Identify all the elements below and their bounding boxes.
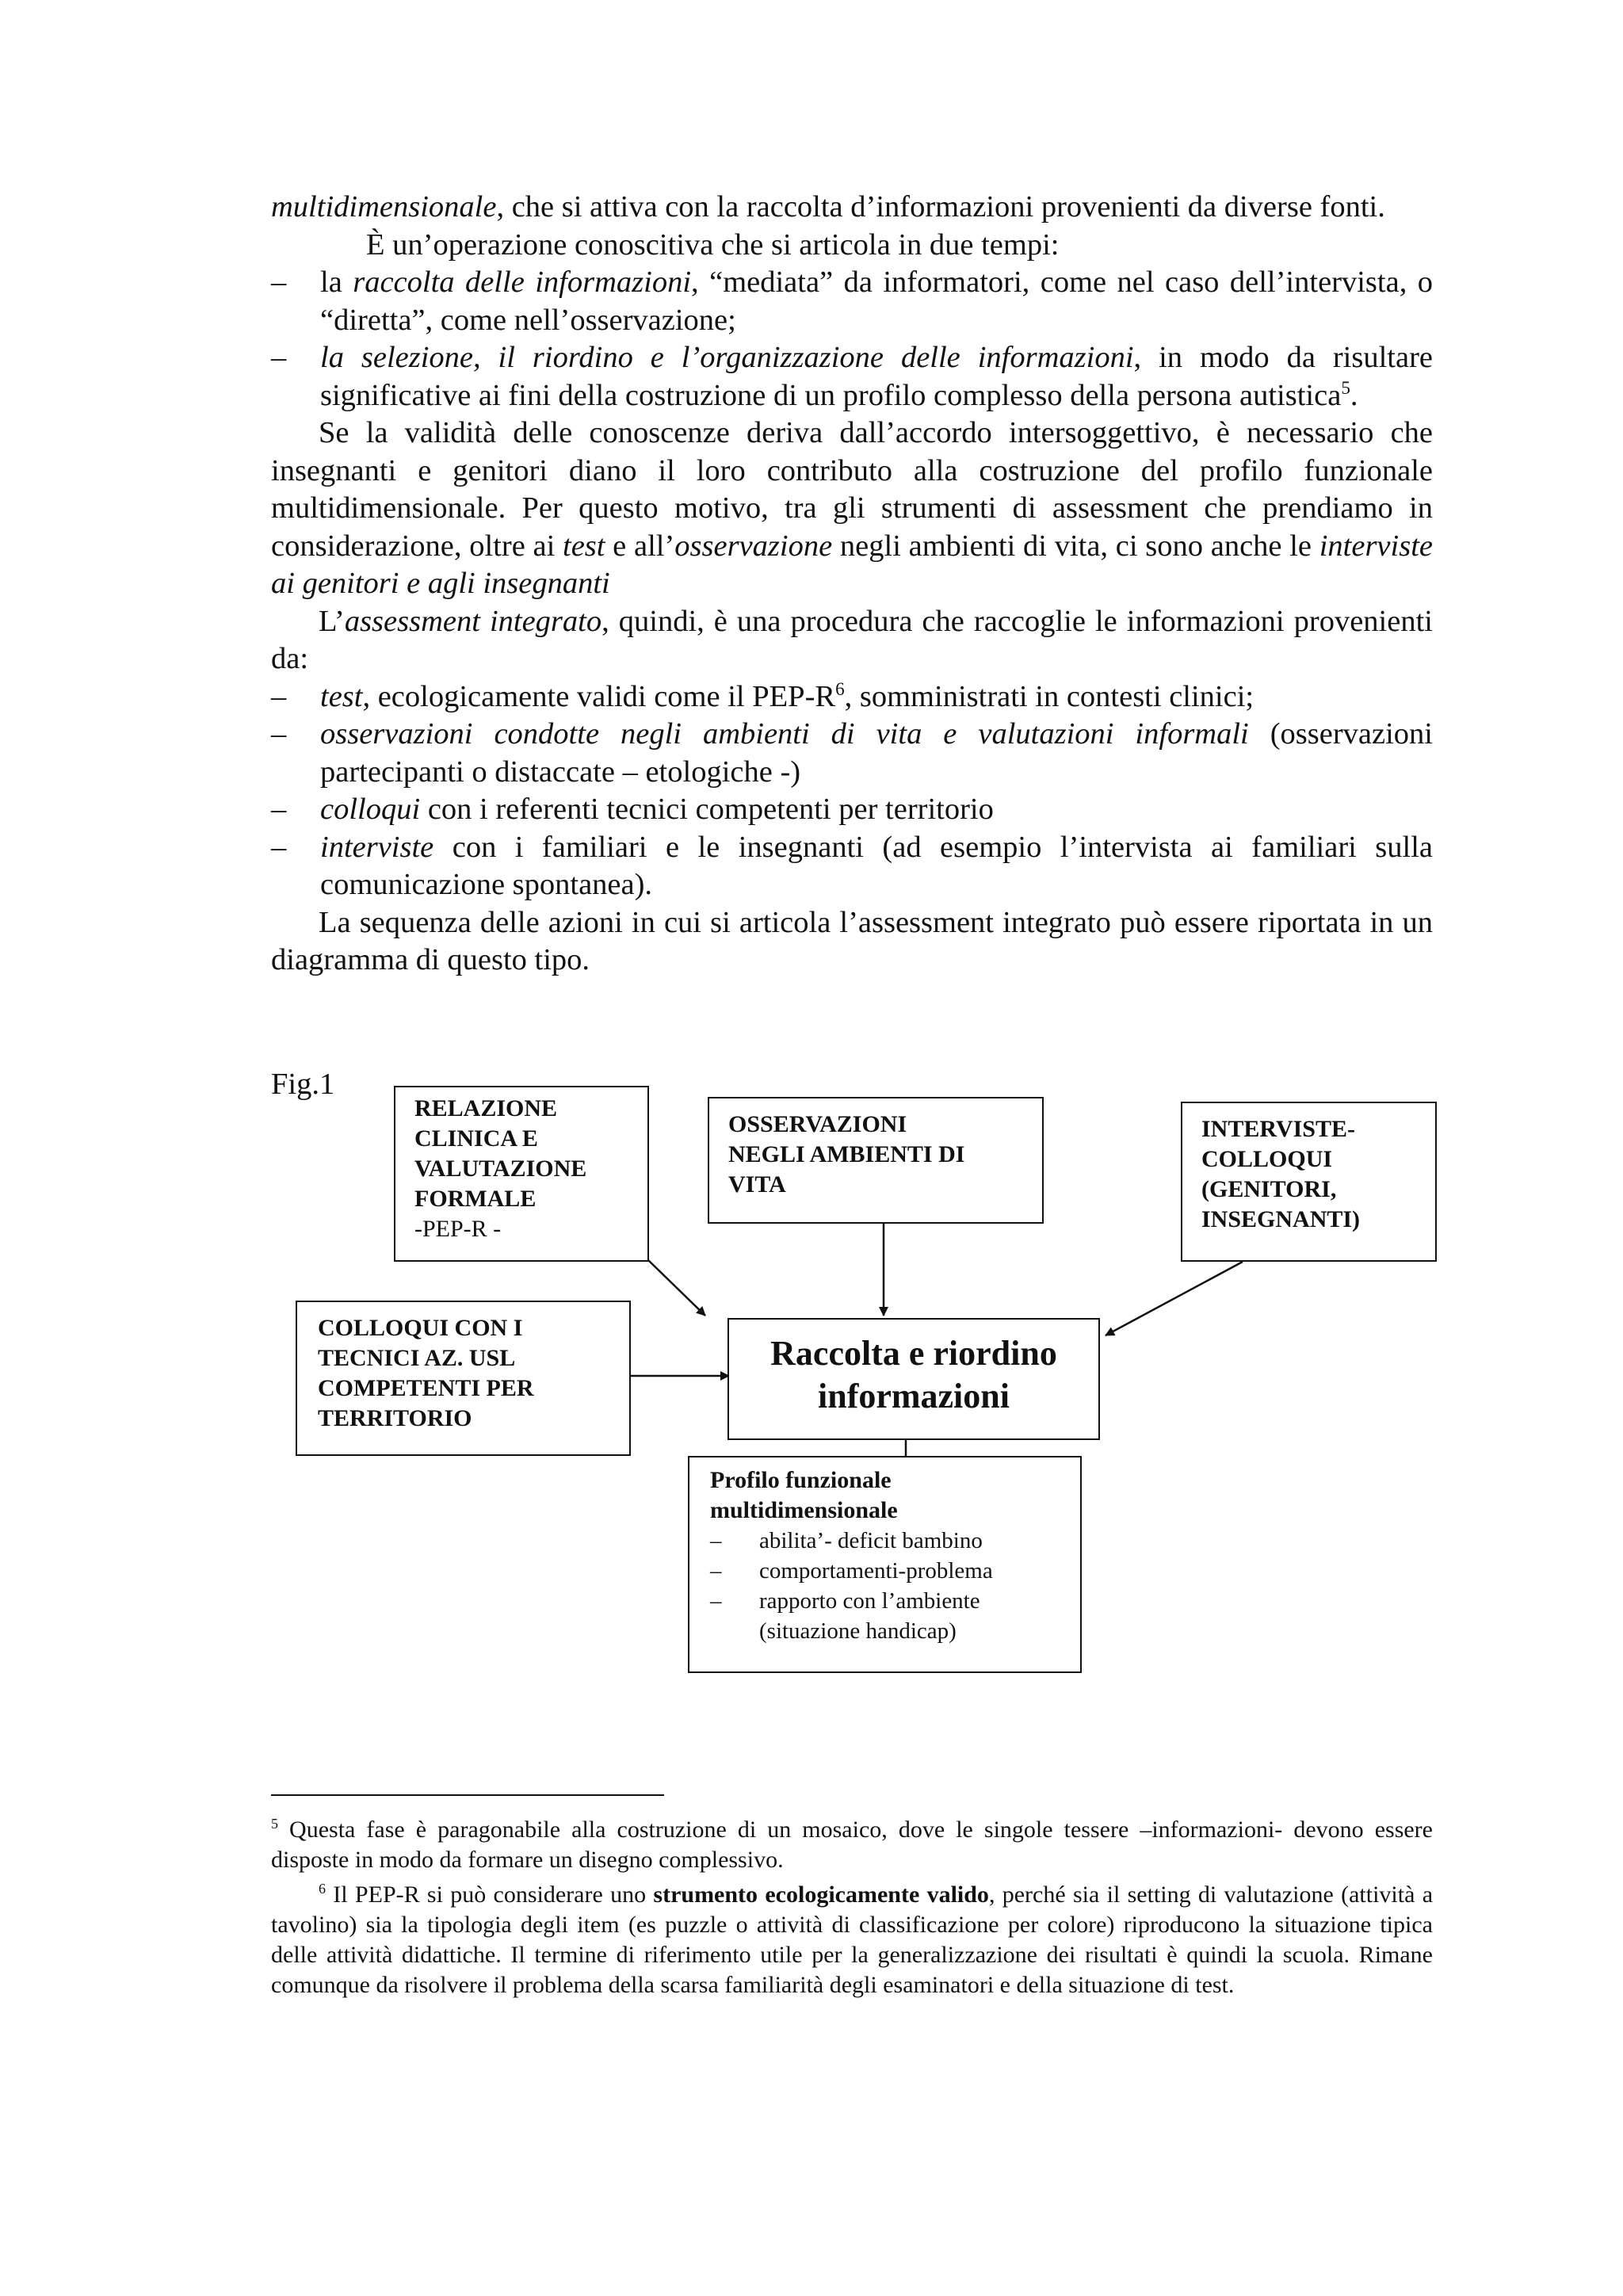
box-relazione-clinica: RELAZIONE CLINICA E VALUTAZIONE FORMALE -PEP-R - <box>394 1086 649 1262</box>
dash-bullet: – <box>271 266 287 299</box>
paragraph-2: È un’operazione conoscitiva che si articola in due tempi: <box>366 227 1060 262</box>
footnote-6: $^6$ Il PEP-R si può considerare uno strumento ecologicamente valido, perché sia il setting di valutazione (attività a tavolino) sia la tipologia degli item (es puzzle o attività di classificazione per colore) riproducono la situazione tipica delle attività didattiche. Il termine di riferimento utile per la generalizzazione dei risultati è quindi la scuola. Rimane comunque da risolvere il problema della scarsa familiarità degli esaminatori e della situazione di test. <box>271 1881 1434 1998</box>
list-item: – comportamenti-problema <box>710 1556 1080 1586</box>
list-item: – test, ecologicamente validi come il PEP-$R^6$, somministrati in contesti clinici; <box>271 678 1433 716</box>
figure-label: Fig.1 <box>271 1068 335 1101</box>
dash-bullet: – <box>271 717 287 751</box>
list-item: – colloqui con i referenti tecnici competenti per territorio <box>271 791 1433 829</box>
box-interviste: INTERVISTE- COLLOQUI (GENITORI, INSEGNANTI) <box>1181 1102 1437 1262</box>
list-item: – la selezione, il riordino e l’organizzazione delle informazioni, in modo da risultare significative ai fini della costruzione di un profilo complesso della persona autistica$^5$. <box>271 341 1433 412</box>
list-item: – la raccolta delle informazioni, “mediata” da informatori, come nel caso dell’intervista, o “diretta”, come nell’osservazione; <box>271 266 1433 337</box>
list-item: – abilita’- deficit bambino <box>710 1526 1080 1556</box>
paragraph-1: multidimensionale, che si attiva con la raccolta d’informazioni provenienti da diverse fonti. <box>271 190 1385 223</box>
dash-bullet: – <box>271 793 287 826</box>
box-raccolta-riordino: Raccolta e riordino informazioni <box>727 1318 1100 1440</box>
list-item: (situazione handicap) <box>759 1618 957 1644</box>
box-osservazioni: OSSERVAZIONI NEGLI AMBIENTI DI VITA <box>708 1097 1044 1224</box>
dash-bullet: – <box>271 341 287 374</box>
dash-bullet: – <box>710 1558 722 1584</box>
dash-bullet: – <box>710 1588 722 1614</box>
dash-bullet: – <box>271 679 287 713</box>
list-item: – interviste con i familiari e le insegnanti (ad esempio l’intervista ai familiari sulla comunicazione spontanea). <box>271 830 1433 901</box>
arrow-interviste-to-center <box>1106 1262 1243 1335</box>
list-item: – osservazioni condotte negli ambienti di vita e valutazioni informali (osservazioni partecipanti o distaccate – etologiche -) <box>271 717 1434 789</box>
box-colloqui-tecnici: COLLOQUI CON I TECNICI AZ. USL COMPETENTI PER TERRITORIO <box>296 1301 631 1456</box>
box-profilo-funzionale: Profilo funzionale multidimensionale – abilita’- deficit bambino – comportamenti-problema – rapporto con l’ambiente (situazione handicap) <box>688 1456 1082 1673</box>
arrow-relazione-to-center <box>648 1260 705 1316</box>
dash-bullet: – <box>710 1528 722 1553</box>
paragraph-5: La sequenza delle azioni in cui si articola l’assessment integrato può essere riportata in un diagramma di questo tipo. <box>271 905 1433 976</box>
dash-bullet: – <box>271 830 287 864</box>
paragraph-4: L’assessment integrato, quindi, è una procedura che raccoglie le informazioni provenienti da: <box>271 604 1433 675</box>
list-item: – rapporto con l’ambiente <box>710 1586 1080 1616</box>
footnote-ref-6: 6 <box>835 678 845 699</box>
footnote-5: $^5$ Questa fase è paragonabile alla costruzione di un mosaico, dove le singole tessere –informazioni- devono essere disposte in modo da formare un disegno complessivo. <box>271 1816 1433 1873</box>
footnotes <box>271 1815 1433 2000</box>
footnote-separator <box>271 1794 664 1796</box>
footnote-ref-5: 5 <box>1341 376 1350 398</box>
paragraph-3: Se la validità delle conoscenze deriva dall’accordo intersoggettivo, è necessario che insegnanti e genitori diano il loro contributo alla costruzione del profilo funzionale multidimensionale. Per questo motivo, tra gli strumenti di assessment che prendiamo in considerazione, oltre ai test e all’osservazione negli ambienti di vita, ci sono anche le interviste ai genitori e agli insegnanti <box>271 416 1433 600</box>
